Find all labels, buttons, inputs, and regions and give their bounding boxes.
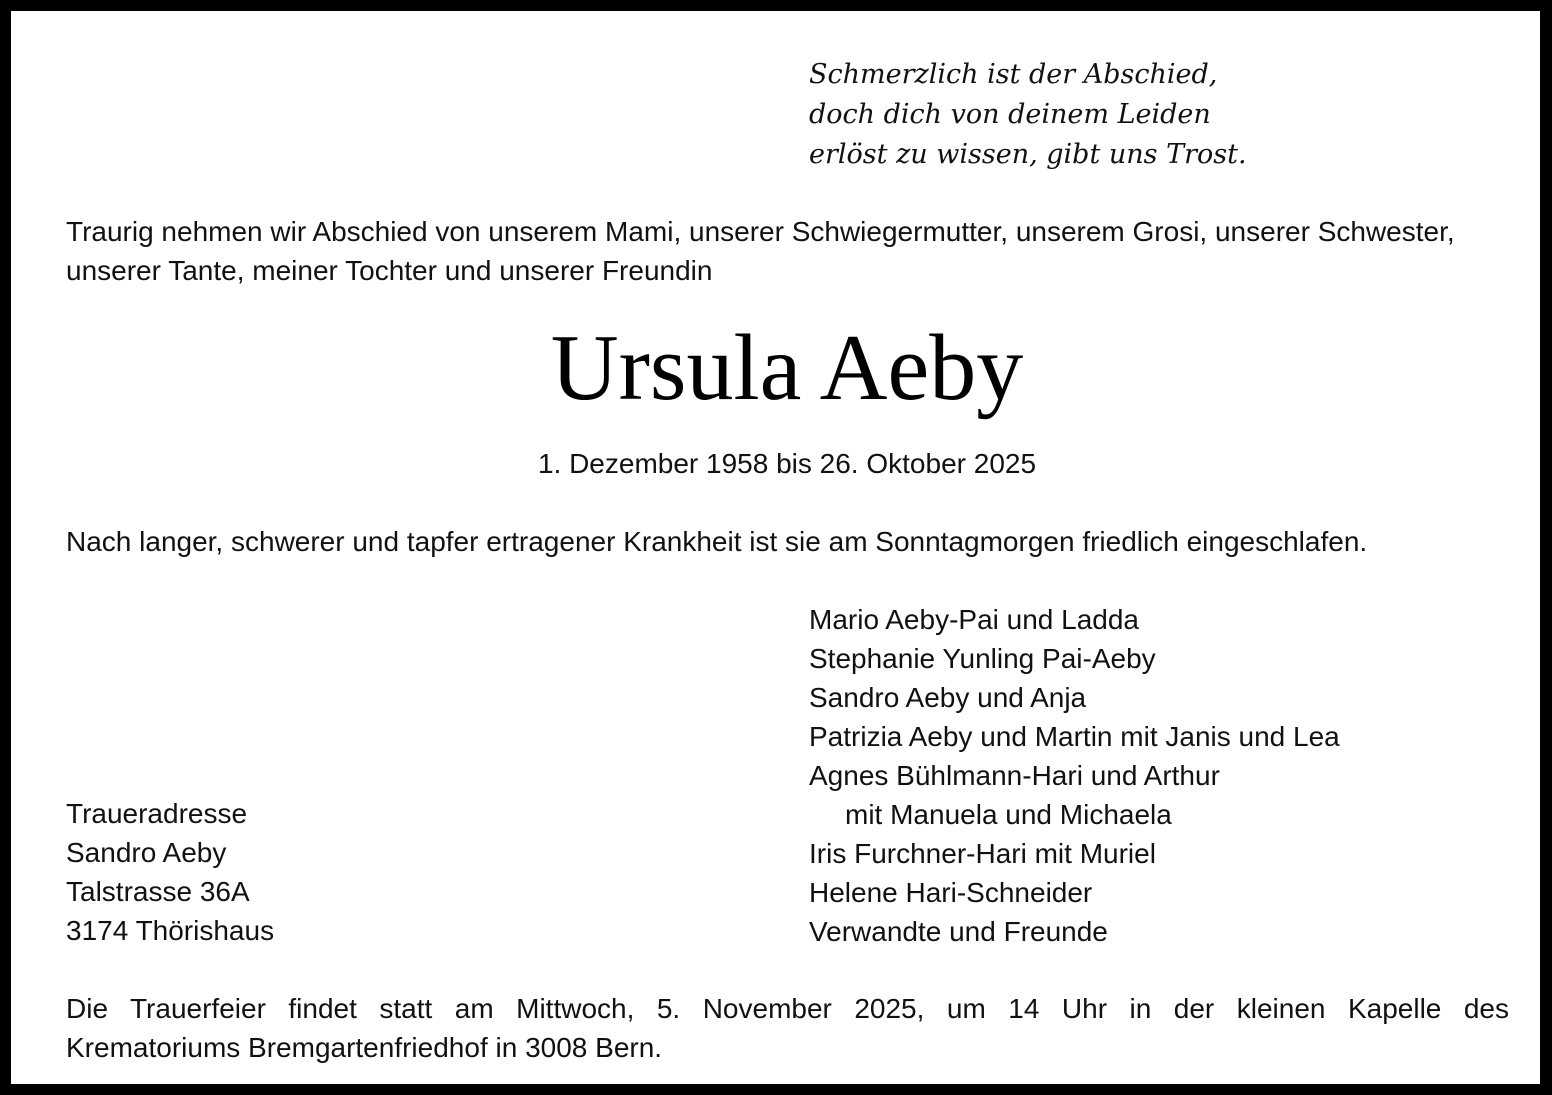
motto-verse: [809, 55, 1247, 175]
motto-line: doch dich von deinem Leiden: [809, 99, 1211, 130]
mourner-entry: Patrizia Aeby und Martin mit Janis und Lea: [809, 721, 1340, 752]
service-line: Krematoriums Bremgartenfriedhof in 3008 Bern.: [66, 1032, 663, 1063]
intro-text: [66, 212, 1455, 290]
mourner-entry: Agnes Bühlmann-Hari und Arthur: [809, 760, 1220, 791]
life-dates: 1. Dezember 1958 bis 26. Oktober 2025: [537, 448, 1037, 479]
service-line: Die Trauerfeier findet statt am Mittwoch, 5. November 2025, um 14 Uhr in der kleinen Kapelle des: [66, 993, 1509, 1024]
illness-note: Nach langer, schwerer und tapfer ertragener Krankheit ist sie am Sonntagmorgen friedlich eingeschlafen.: [66, 526, 1368, 557]
mourner-entry: Sandro Aeby und Anja: [809, 682, 1087, 713]
motto-line: Schmerzlich ist der Abschied,: [809, 59, 1218, 90]
intro-line: Traurig nehmen wir Abschied von unserem Mami, unserer Schwiegermutter, unserem Grosi, unserer Schwester,: [66, 216, 1455, 247]
mourner-entry: Iris Furchner-Hari mit Muriel: [809, 838, 1156, 869]
deceased-name: Ursula Aeby: [550, 316, 1024, 420]
service-info: [66, 989, 1509, 1067]
mourners-list: [809, 600, 1340, 951]
mourning-address: [66, 794, 274, 950]
motto-line: erlöst zu wissen, gibt uns Trost.: [809, 139, 1247, 170]
address-label: Traueradresse: [66, 798, 248, 829]
mourner-entry: Stephanie Yunling Pai-Aeby: [809, 643, 1156, 674]
address-city: 3174 Thörishaus: [66, 915, 275, 946]
mourner-entry: Mario Aeby-Pai und Ladda: [809, 604, 1139, 635]
intro-line: unserer Tante, meiner Tochter und unserer Freundin: [66, 255, 713, 286]
mourner-entry: Verwandte und Freunde: [809, 916, 1108, 947]
mourner-entry: mit Manuela und Michaela: [845, 799, 1172, 830]
mourner-entry: Helene Hari-Schneider: [809, 877, 1093, 908]
address-name: Sandro Aeby: [66, 837, 227, 868]
address-street: Talstrasse 36A: [66, 876, 250, 907]
